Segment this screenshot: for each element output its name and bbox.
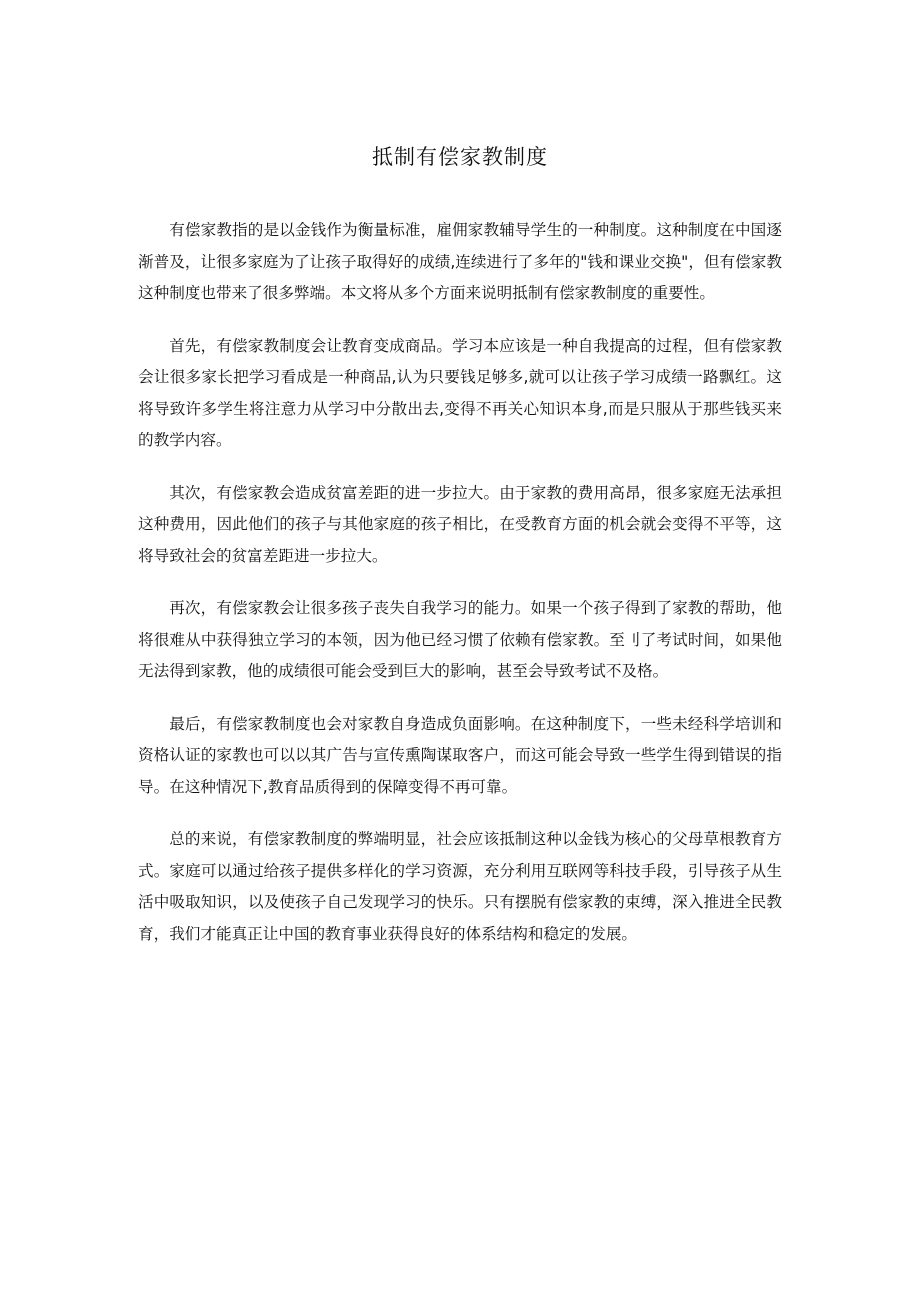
paragraph-conclusion: 总的来说，有偿家教制度的弊端明显，社会应该抵制这种以金钱为核心的父母草根教育方式。家庭可以通过给孩子提供多样化的学习资源，充分利用互联网等科技手段，引导孩子从生活中吸取知识，以及使孩子自己发现学习的快乐。只有摆脱有偿家教的束缚，深入推进全民教育，我们才能真正让中国的教育事业获得良好的体系结构和稳定的发展。 (138, 830, 782, 943)
document-title: 抵制有偿家教制度 (372, 145, 548, 169)
paragraph-first: 首先，有偿家教制度会让教育变成商品。学习本应该是一种自我提高的过程，但有偿家教会让很多家长把学习看成是一种商品,认为只要钱足够多,就可以让孩子学习成绩一路飘红。这将导致许多学生将注意力从学习中分散出去,变得不再关心知识本身,而是只服从于那些钱买来的教学内容。 (138, 336, 782, 449)
paragraph-second: 其次，有偿家教会造成贫富差距的进一步拉大。由于家教的费用高昂，很多家庭无法承担这种费用，因此他们的孩子与其他家庭的孩子相比，在受教育方面的机会就会变得不平等，这将导致社会的贫富差距进一步拉大。 (138, 483, 782, 565)
paragraph-last: 最后，有偿家教制度也会对家教自身造成负面影响。在这种制度下，一些未经科学培训和资格认证的家教也可以以其广告与宣传熏陶谋取客户，而这可能会导致一些学生得到错误的指导。在这种情况下,教育品质得到的保障变得不再可靠。 (138, 714, 782, 796)
paragraph-third: 再次，有偿家教会让很多孩子丧失自我学习的能力。如果一个孩子得到了家教的帮助，他将很难从中获得独立学习的本领，因为他已经习惯了依赖有偿家教。至刂了考试时间，如果他无法得到家教，他的成绩很可能会受到巨大的影响，甚至会导致考试不及格。 (138, 599, 782, 680)
document-body (138, 215, 782, 971)
paragraph-intro: 有偿家教指的是以金钱作为衡量标准，雇佣家教辅导学生的一种制度。这种制度在中国逐渐普及，让很多家庭为了让孩子取得好的成绩,连续进行了多年的"钱和课业交换"，但有偿家教这种制度也带来了很多弊端。本文将从多个方面来说明抵制有偿家教制度的重要性。 (138, 221, 782, 302)
